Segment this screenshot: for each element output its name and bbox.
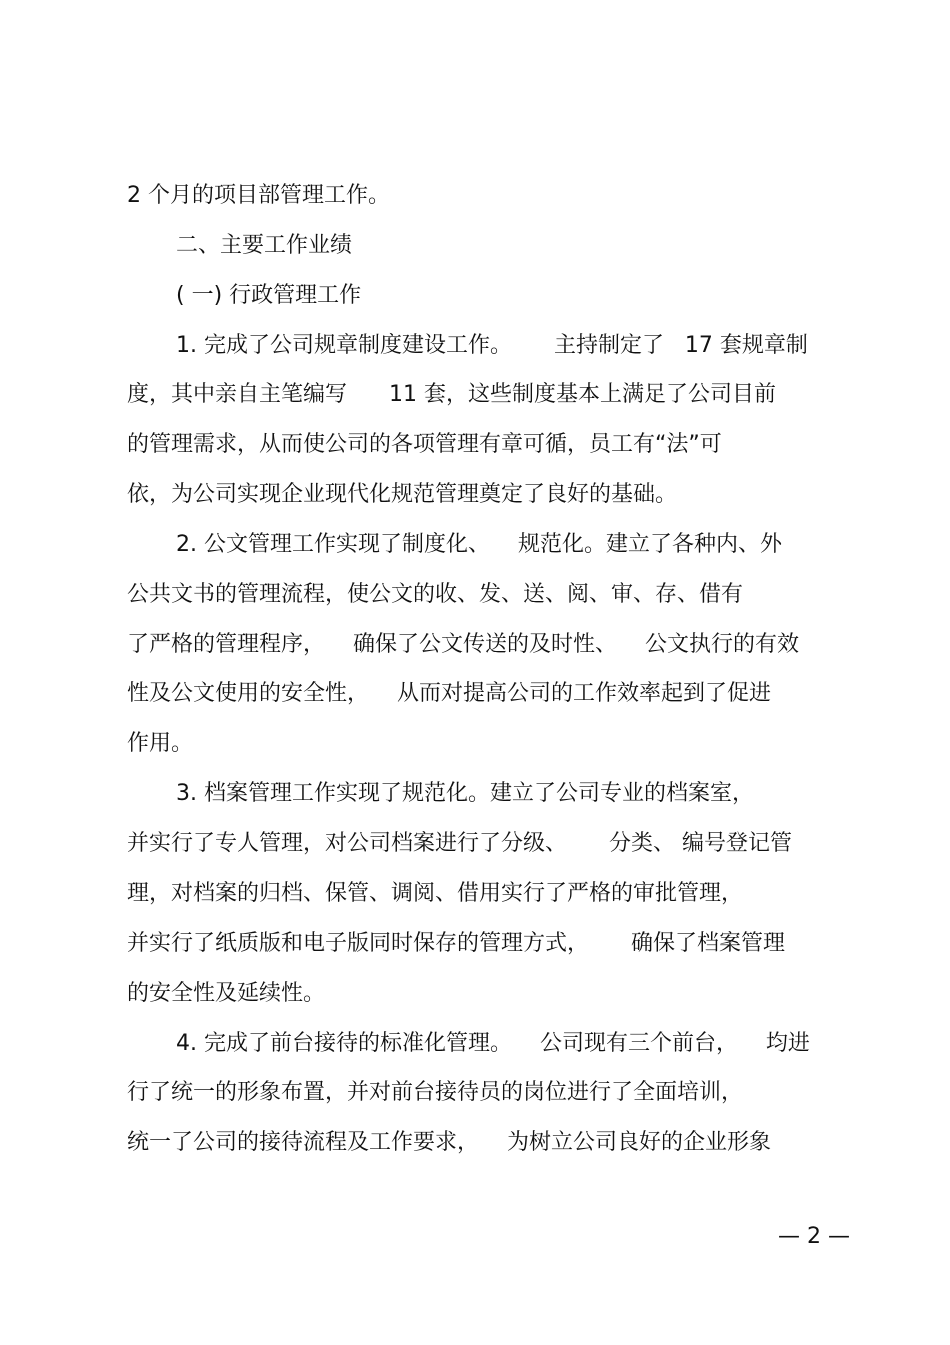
paragraph-line: 1. 完成了公司规章制度建设工作。 主持制定了 17 套规章制 (176, 333, 808, 358)
paragraph-line: 的管理需求，从而使公司的各项管理有章可循，员工有“法”可 (127, 432, 722, 457)
paragraph-line: 度，其中亲自主笔编写 11 套，这些制度基本上满足了公司目前 (127, 382, 776, 407)
paragraph-line: 的安全性及延续性。 (127, 981, 326, 1006)
paragraph-line: 2 个月的项目部管理工作。 (127, 183, 390, 208)
section-heading: 二、主要工作业绩 (176, 233, 353, 258)
paragraph-line: 作用。 (127, 731, 194, 756)
paragraph-line: 并实行了纸质版和电子版同时保存的管理方式， 确保了档案管理 (127, 931, 785, 956)
page-number: — 2 — (778, 1224, 850, 1249)
paragraph-line: 并实行了专人管理，对公司档案进行了分级、 分类、 编号登记管 (127, 831, 792, 856)
paragraph-line: 行了统一的形象布置，并对前台接待员的岗位进行了全面培训， (127, 1080, 744, 1105)
paragraph-line: 统一了公司的接待流程及工作要求， 为树立公司良好的企业形象 (127, 1130, 771, 1155)
subsection-heading: ( 一) 行政管理工作 (176, 283, 362, 308)
paragraph-line: 了严格的管理程序， 确保了公文传送的及时性、 公文执行的有效 (127, 632, 799, 657)
paragraph-line: 2. 公文管理工作实现了制度化、 规范化。建立了各种内、外 (176, 532, 782, 557)
paragraph-line: 理，对档案的归档、保管、调阅、借用实行了严格的审批管理， (127, 881, 744, 906)
paragraph-line: 4. 完成了前台接待的标准化管理。 公司现有三个前台， 均进 (176, 1031, 810, 1056)
paragraph-line: 公共文书的管理流程，使公文的收、发、送、阅、审、存、借有 (127, 582, 744, 607)
paragraph-line: 依，为公司实现企业现代化规范管理奠定了良好的基础。 (127, 482, 678, 507)
paragraph-line: 3. 档案管理工作实现了规范化。建立了公司专业的档案室， (176, 781, 754, 806)
paragraph-line: 性及公文使用的安全性， 从而对提高公司的工作效率起到了促进 (127, 681, 771, 706)
